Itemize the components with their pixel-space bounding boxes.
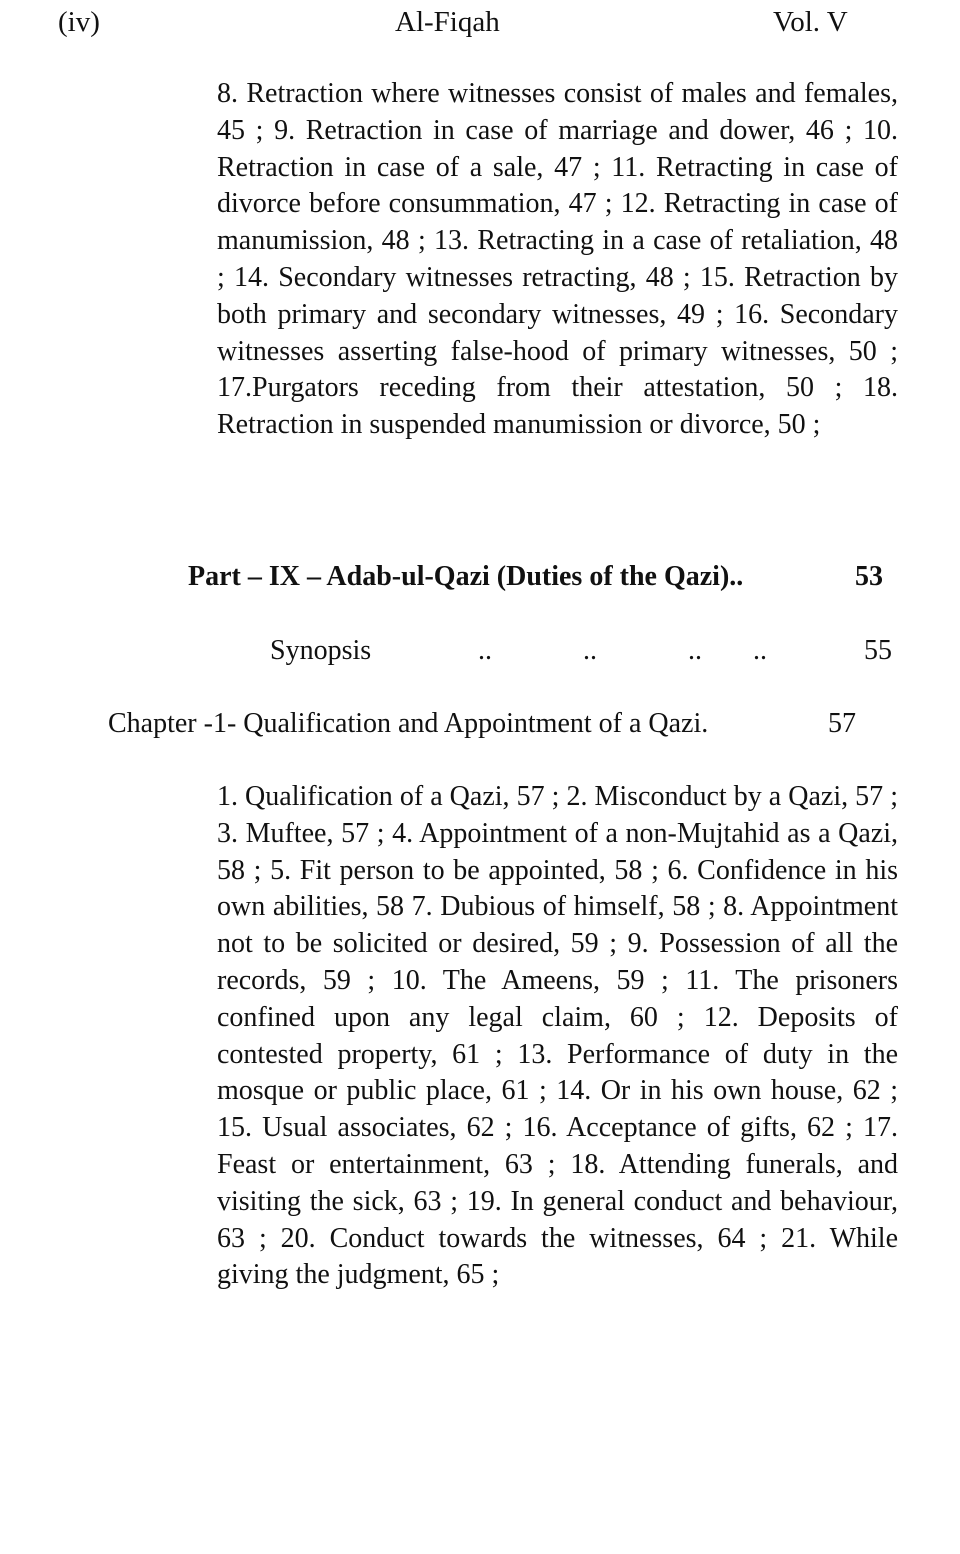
chapter-entries-paragraph: 1. Qualification of a Qazi, 57 ; 2. Misconduct by a Qazi, 57 ; 3. Muftee, 57 ; 4. Appointment of a non-Mujtahid as a Qazi, 58 ; 5. Fit person to be appointed, 58 ; 6. Confidence in his own abilities, 58 7. Dubious of himself, 58 ; 8. Appointment not to be solicited or desired, 59 ; 9. Possession of all the records, 59 ; 10. The Ameens, 59 ; 11. The prisoners confined upon any legal claim, 60 ; 12. Deposits of contested property, 61 ; 13. Performance of duty in the mosque or public place, 61 ; 14. Or in his own house, 62 ; 15. Usual associates, 62 ; 16. Acceptance of gifts, 62 ; 17. Feast or entertainment, 63 ; 18. Attending funerals, and visiting the sick, 63 ; 19. In general conduct and behaviour, 63 ; 20. Conduct towards the witnesses, 64 ; 21. While giving the judgment, 65 ;	[217, 781, 898, 1291]
chapter-page-number: 57	[828, 708, 856, 739]
chapter-heading	[108, 705, 908, 743]
leader-dots: ..	[478, 635, 492, 666]
leader-dots: ..	[688, 635, 702, 666]
part-title: Part – IX – Adab-ul-Qazi (Duties of the Qazi)..	[188, 561, 744, 592]
page-header	[0, 2, 960, 42]
leader-dots: ..	[753, 635, 767, 666]
retraction-entries-paragraph: 8. Retraction where witnesses consist of males and females, 45 ; 9. Retraction in case of marriage and dower, 46 ; 10. Retraction in case of a sale, 47 ; 11. Retracting in case of divorce before consummation, 47 ; 12. Retracting in case of manumission, 48 ; 13. Retracting in a case of retaliation, 48 ; 14. Secondary witnesses retracting, 48 ; 15. Retraction by both primary and secondary witnesses, 49 ; 16. Secondary witnesses asserting false-hood of primary witnesses, 50 ; 17.Purgators receding from their attestation, 50 ; 18. Retraction in suspended manumission or divorce, 50 ;	[217, 78, 898, 441]
synopsis-page-number: 55	[864, 635, 892, 666]
leader-dots: ..	[583, 635, 597, 666]
part-heading	[188, 558, 888, 596]
part-page-number: 53	[855, 561, 883, 592]
book-title: Al-Fiqah	[395, 6, 500, 38]
synopsis-label: Synopsis	[270, 635, 372, 666]
chapter-title: Chapter -1- Qualification and Appointment of a Qazi.	[108, 708, 709, 739]
page-number: (iv)	[58, 6, 100, 38]
volume-label: Vol. V	[773, 6, 848, 38]
